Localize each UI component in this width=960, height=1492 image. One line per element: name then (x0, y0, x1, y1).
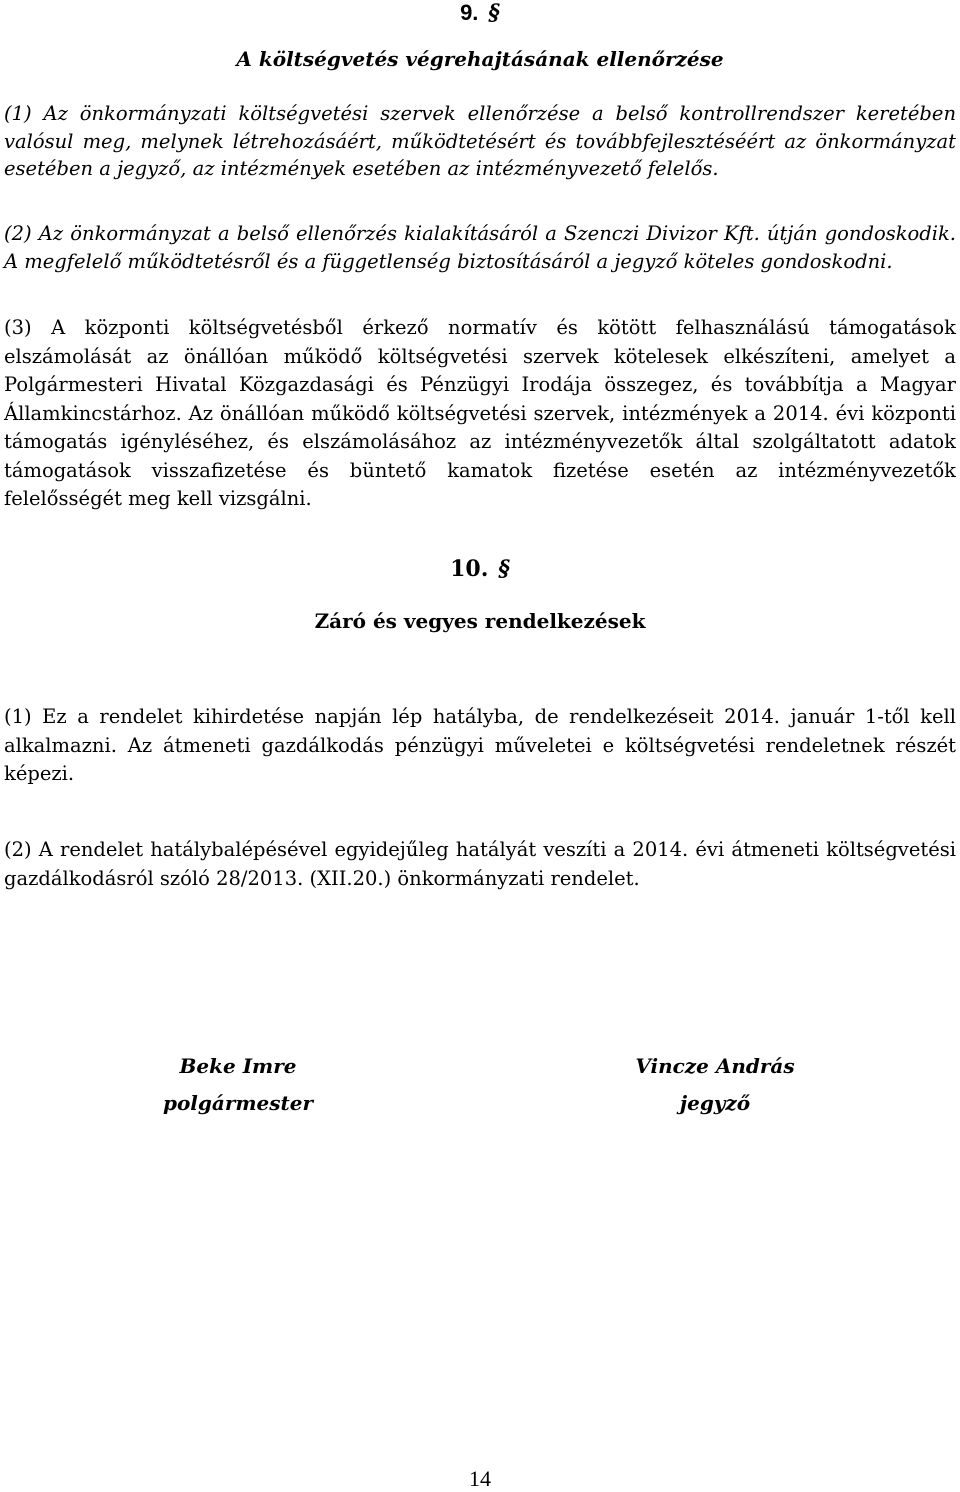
section-9-paragraph-2: (2) Az önkormányzat a belső ellenőrzés kialakításáról a Szenczi Divizor Kft. útján gondoskodik. A megfelelő működtetésről és a függetlenség biztosításáról a jegyző köteles gondoskodni. (4, 222, 956, 273)
section-10-paragraph-1: (1) Ez a rendelet kihirdetése napján lép hatályba, de rendelkezéseit 2014. január 1-től kell alkalmazni. Az átmeneti gazdálkodás pénzügyi műveletei e költségvetési rendeletnek részét képezi. (4, 705, 956, 785)
page-number: 14 (469, 1466, 491, 1491)
section-10-paragraph-2: (2) A rendelet hatálybalépésével egyidejűleg hatályát veszíti a 2014. évi átmeneti költségvetési gazdálkodásról szóló 28/2013. (XII.20.) önkormányzati rendelet. (4, 838, 956, 890)
paragraph-sign-icon: § (498, 556, 510, 582)
section-9-paragraph-3: (3) A központi költségvetésből érkező normatív és kötött felhasználású támogatások elszámolását az önállóan működő költségvetési szervek kötelesek elkészíteni, amelyet a Polgármesteri Hivatal Közgazdasági és Pénzügyi Irodája összegez, és továbbítja a Magyar Államkincstárhoz. Az önállóan működő költségvetési szervek, intézmények a 2014. évi központi támogatás igényléséhez, és elszámolásához az intézményvezetők által szolgáltatott adatok támogatások visszafizetése és büntető kamatok fizetése esetén az intézményvezetők felelősségét meg kell vizsgálni. (4, 316, 956, 510)
section-9-title: A költségvetés végrehajtásának ellenőrzése (236, 47, 724, 71)
section-9-paragraph-1: (1) Az önkormányzati költségvetési szervek ellenőrzése a belső kontrollrendszer keretében valósul meg, melynek létrehozásáért, működtetésért és továbbfejlesztéséért az önkormányzat esetében a jegyző, az intézmények esetében az intézményvezető felelős. (4, 102, 956, 180)
section-10-title: Záró és vegyes rendelkezések (314, 609, 646, 633)
signature-left-name: Beke Imre (179, 1054, 297, 1078)
section-9-number: 9. (460, 0, 479, 25)
signature-right-title: jegyző (679, 1091, 751, 1115)
signature-right-name: Vincze András (635, 1054, 795, 1078)
paragraph-sign-icon: § (488, 0, 500, 26)
signature-left-title: polgármester (162, 1091, 314, 1115)
section-10-heading (400, 556, 560, 586)
section-10-number: 10. (450, 556, 489, 582)
section-9-heading (400, 0, 560, 30)
